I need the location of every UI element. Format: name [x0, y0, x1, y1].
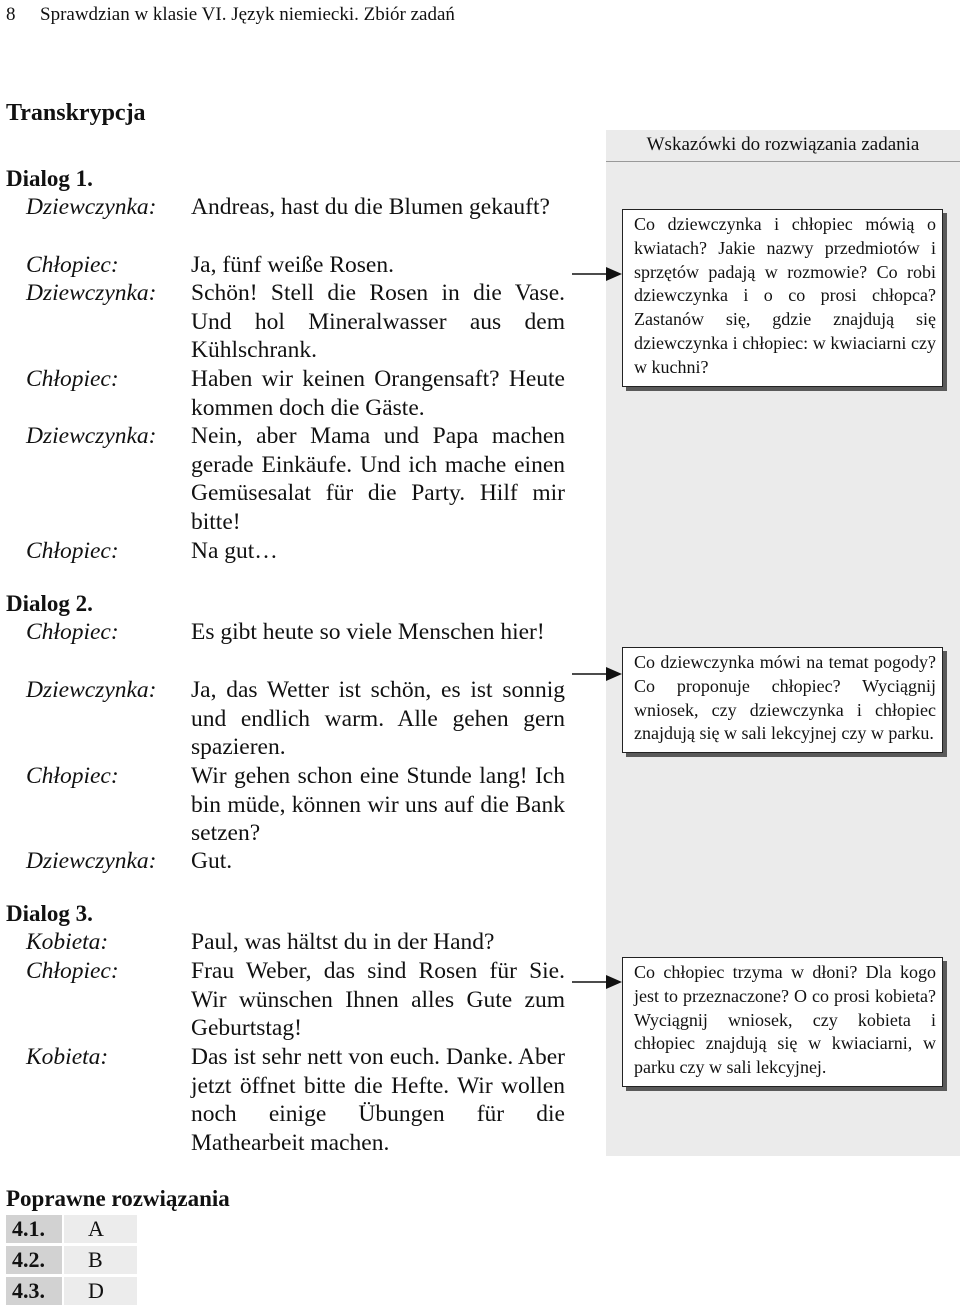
- answer-value: A: [64, 1215, 137, 1243]
- dialog-2-line: Wir gehen schon eine Stunde lang! Ich bin müde, können wir uns auf die Bank setzen?: [191, 763, 565, 847]
- answer-number: 4.3.: [6, 1277, 62, 1305]
- dialog-3-speaker: Kobieta:: [26, 929, 109, 955]
- answers-heading: Poprawne rozwiązania: [6, 1186, 230, 1211]
- dialog-1-hint: Co dziewczynka i chłopiec mówią o kwiatach? Jakie nazwy przedmiotów i sprzętów padają w rozmowie? Co robi dziewczynka i o co prosi chłopca? Zastanów się, gdzie znajdują się dziewczynka i chłopiec: w kwiaciarni czy w kuchni?: [622, 209, 943, 387]
- dialog-1-line: Schön! Stell die Rosen in die Vase. Und hol Mineralwasser aus dem Kühlschrank.: [191, 280, 565, 364]
- dialog-3-speaker: Kobieta:: [26, 1044, 109, 1070]
- hints-panel-title: Wskazówki do rozwiązania zadania: [646, 134, 920, 155]
- dialog-3-hint: Co chłopiec trzyma w dłoni? Dla kogo jest to przeznaczone? O co prosi kobieta? Wyciągnij wniosek, czy kobieta i chłopiec znajdują się w kwiaciarni, w parku czy w sali lekcyjnej.: [622, 957, 943, 1087]
- dialog-1-line: Nein, aber Mama und Papa machen gerade Einkäufe. Und ich mache einen Gemüsesalat für die Party. Hilf mir bitte!: [191, 423, 565, 535]
- dialog-1-line: Haben wir keinen Orangensaft? Heute kommen doch die Gäste.: [191, 366, 565, 421]
- dialog-1-speaker: Chłopiec:: [26, 366, 119, 392]
- dialog-2-line: Ja, das Wetter ist schön, es ist sonnig und endlich warm. Alle gehen gern spazieren.: [191, 677, 565, 761]
- section-title: Transkrypcja: [6, 100, 146, 126]
- dialog-2-line: Es gibt heute so viele Menschen hier!: [191, 619, 545, 645]
- dialog-1-speaker: Chłopiec:: [26, 252, 119, 278]
- dialog-1-speaker: Chłopiec:: [26, 538, 119, 564]
- dialog-1-speaker: Dziewczynka:: [26, 423, 157, 449]
- dialog-3-line: Frau Weber, das sind Rosen für Sie. Wir wünschen Ihnen alles Gute zum Geburtstag!: [191, 958, 565, 1042]
- dialog-1-line: Andreas, hast du die Blumen gekauft?: [191, 194, 550, 220]
- dialog-2-speaker: Chłopiec:: [26, 763, 119, 789]
- dialog-1-heading: Dialog 1.: [6, 166, 93, 191]
- hints-panel-divider: [606, 161, 960, 162]
- answer-value: D: [64, 1277, 137, 1305]
- answer-number: 4.1.: [6, 1215, 62, 1243]
- dialog-3-speaker: Chłopiec:: [26, 958, 119, 984]
- arrow-right-icon: [572, 665, 622, 683]
- page-number: 8: [6, 4, 16, 25]
- dialog-2-speaker: Dziewczynka:: [26, 677, 157, 703]
- answer-number: 4.2.: [6, 1246, 62, 1274]
- dialog-1-line: Ja, fünf weiße Rosen.: [191, 252, 394, 278]
- arrow-right-icon: [572, 265, 622, 283]
- dialog-3-line: Das ist sehr nett von euch. Danke. Aber jetzt öffnet bitte die Hefte. Wir wollen noch einige Übungen für die Mathearbeit machen.: [191, 1044, 565, 1156]
- arrow-right-icon: [572, 973, 622, 991]
- dialog-1-speaker: Dziewczynka:: [26, 194, 157, 220]
- dialog-1-line: Na gut…: [191, 538, 278, 564]
- dialog-3-heading: Dialog 3.: [6, 901, 93, 926]
- dialog-2-line: Gut.: [191, 848, 233, 874]
- dialog-2-speaker: Dziewczynka:: [26, 848, 157, 874]
- dialog-2-speaker: Chłopiec:: [26, 619, 119, 645]
- answer-value: B: [64, 1246, 137, 1274]
- dialog-2-heading: Dialog 2.: [6, 591, 93, 616]
- page-header: [6, 4, 455, 26]
- dialog-2-hint: Co dziewczynka mówi na temat pogody? Co proponuje chłopiec? Wyciągnij wniosek, czy dziewczynka i chłopiec znajdują się w sali lekcyjnej czy w parku.: [622, 647, 943, 753]
- dialog-1-speaker: Dziewczynka:: [26, 280, 157, 306]
- dialog-3-line: Paul, was hältst du in der Hand?: [191, 929, 495, 955]
- running-title: Sprawdzian w klasie VI. Język niemiecki. Zbiór zadań: [40, 4, 455, 25]
